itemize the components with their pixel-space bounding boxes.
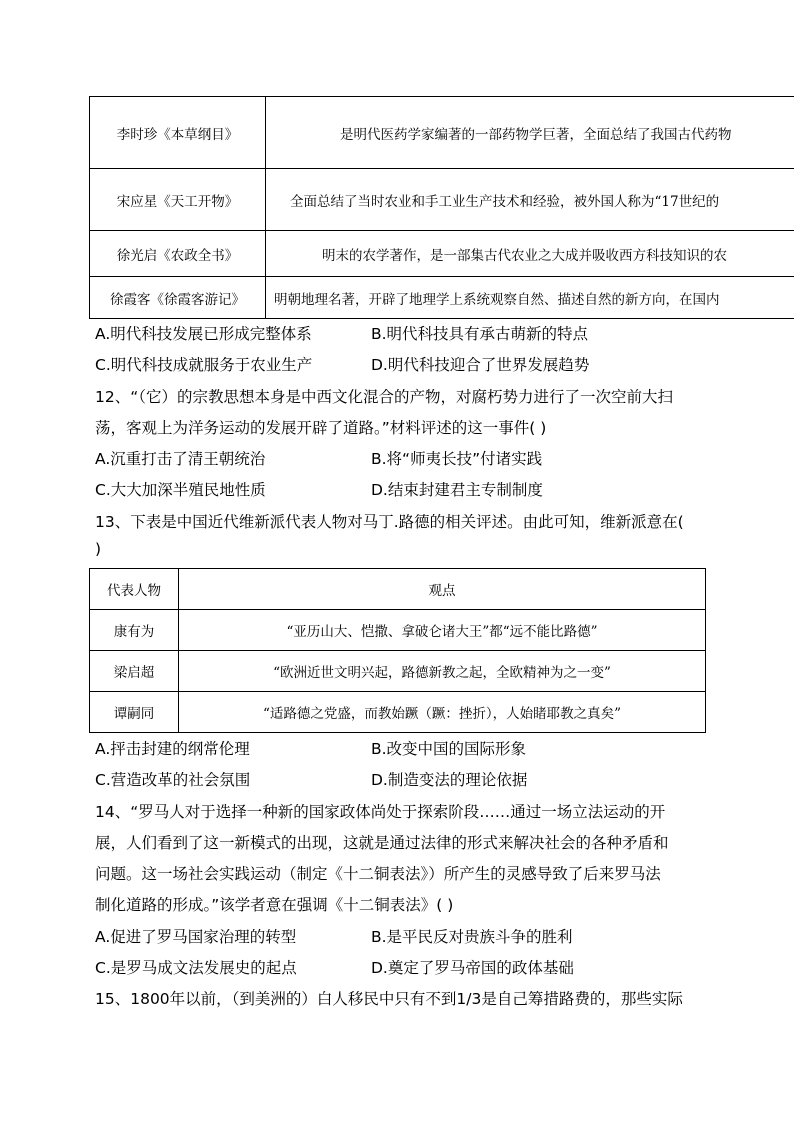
q14-stem-line1: 14、“罗马人对于选择一种新的国家政体尚处于探索阶段……通过一场立法运动的开 [95,803,666,821]
table-cell-work: 宋应星《天工开物》 [90,169,266,231]
q11-option-a: A.明代科技发展已形成完整体系 [95,325,312,343]
table-row [90,692,706,733]
table-cell-view: “欧洲近世文明兴起，路德新教之起，全欧精神为之一变” [179,651,706,692]
table-cell-work: 徐光启《农政全书》 [90,231,266,277]
table-row [90,231,794,277]
q12-option-b: B.将“师夷长技”付诸实践 [371,450,543,468]
q14-option-b: B.是平民反对贵族斗争的胜利 [371,928,573,946]
table-cell-person: 康有为 [90,610,179,651]
q11-option-c: C.明代科技成就服务于农业生产 [95,356,313,374]
q12-option-a: A.沉重打击了清王朝统治 [95,450,266,468]
table-cell-desc: 明朝地理名著，开辟了地理学上系统观察自然、描述自然的新方向，在国内 [266,277,794,319]
q11-option-b: B.明代科技具有承古萌新的特点 [371,325,589,343]
table-row [90,610,706,651]
reformers-table [89,568,706,733]
q13-option-b: B.改变中国的国际形象 [371,740,527,758]
q13-stem-line2: ) [95,540,102,558]
q12-stem-line1: 12、“（它）的宗教思想本身是中西文化混合的产物，对腐朽势力进行了一次空前大扫 [95,388,674,406]
q14-option-c: C.是罗马成文法发展史的起点 [95,959,297,977]
table-cell-desc: 全面总结了当时农业和手工业生产技术和经验，被外国人称为“17世纪的 [266,169,794,231]
table-header-row [90,569,706,610]
science-works-table [89,96,794,319]
q13-option-a: A.抨击封建的纲常伦理 [95,740,250,758]
table-cell-desc: 明末的农学著作，是一部集古代农业之大成并吸收西方科技知识的农 [266,231,794,277]
q12-option-d: D.结束封建君主专制制度 [371,481,543,499]
q11-option-d: D.明代科技迎合了世界发展趋势 [371,356,590,374]
table-row [90,97,794,169]
table-cell-work: 李时珍《本草纲目》 [90,97,266,169]
table-cell-view: “适路德之党盛，而教始蹶（蹶：挫折），人始睹耶教之真矣” [179,692,706,733]
q13-stem-line1: 13、下表是中国近代维新派代表人物对马丁.路德的相关评述。由此可知，维新派意在( [95,513,684,531]
table-cell-person: 谭嗣同 [90,692,179,733]
q13-option-c: C.营造改革的社会氛围 [95,771,251,789]
table-row [90,651,706,692]
q14-option-d: D.奠定了罗马帝国的政体基础 [371,959,574,977]
q12-stem-line2: 荡，客观上为洋务运动的发展开辟了道路。”材料评述的这一事件( ) [95,419,547,437]
q14-stem-line2: 展，人们看到了这一新模式的出现，这就是通过法律的形式来解决社会的各种矛盾和 [95,834,669,852]
table-row [90,277,794,319]
table-header-view: 观点 [179,569,706,610]
q14-stem-line4: 制化道路的形成。”该学者意在强调《十二铜表法》( ) [95,896,454,914]
q15-stem-line1: 15、1800年以前，（到美洲的）白人移民中只有不到1/3是自己筹措路费的，那些实际 [95,990,683,1008]
table-cell-person: 梁启超 [90,651,179,692]
table-cell-desc: 是明代医药学家编著的一部药物学巨著，全面总结了我国古代药物 [266,97,794,169]
table-row [90,169,794,231]
table-cell-view: “亚历山大、恺撒、拿破仑诸大王”都“远不能比路德” [179,610,706,651]
q14-stem-line3: 问题。这一场社会实践运动（制定《十二铜表法》）所产生的灵感导致了后来罗马法 [95,865,661,883]
table-cell-work: 徐霞客《徐霞客游记》 [90,277,266,319]
q13-option-d: D.制造变法的理论依据 [371,771,528,789]
q14-option-a: A.促进了罗马国家治理的转型 [95,928,297,946]
table-header-person: 代表人物 [90,569,179,610]
q12-option-c: C.大大加深半殖民地性质 [95,481,266,499]
